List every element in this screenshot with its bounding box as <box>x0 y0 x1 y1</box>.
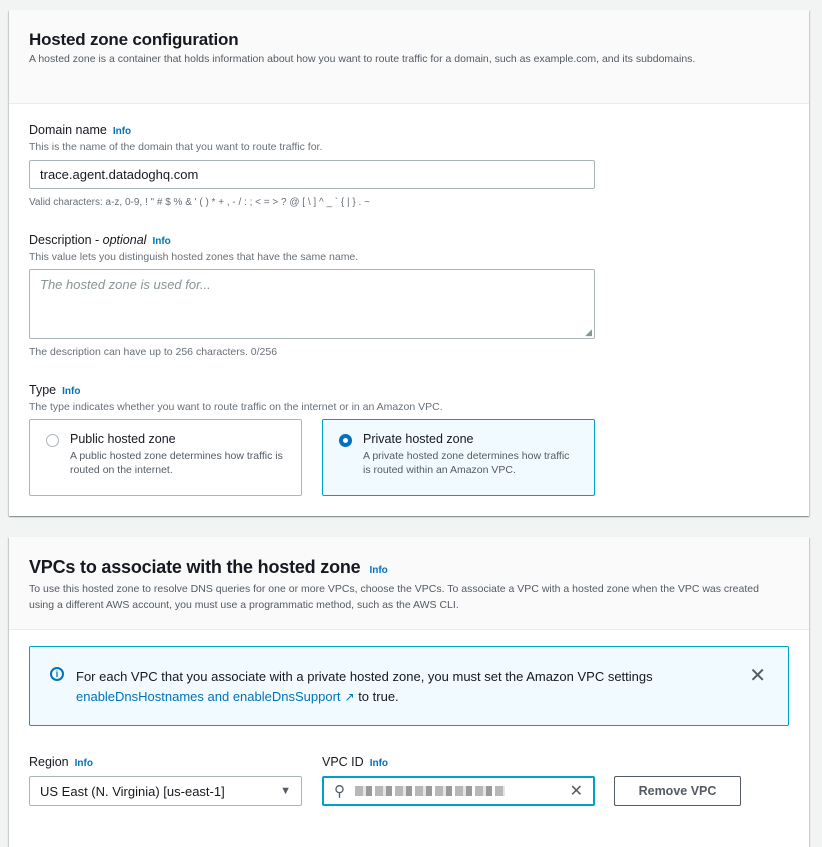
option-desc: A private hosted zone determines how traffic is routed within an Amazon VPC. <box>363 450 570 476</box>
option-title: Private hosted zone <box>363 432 474 446</box>
region-info-link[interactable]: Info <box>74 758 93 769</box>
description-label: Description - <box>29 233 103 247</box>
vpc-id-input[interactable] <box>322 776 595 806</box>
description-help: This value lets you distinguish hosted zones that have the same name. <box>29 251 359 263</box>
domain-constraint: Valid characters: a-z, 0-9, ! " # $ % & ' ( ) * + , - / : ; < = > ? @ [ \ ] ^ _ ` { | } . ~ <box>29 197 370 208</box>
info-circle-icon: i <box>50 667 64 681</box>
vpc-id-info-link[interactable]: Info <box>369 758 389 769</box>
vpcs-info-link[interactable]: Info <box>369 565 388 576</box>
option-desc: A public hosted zone determines how traffic is routed on the internet. <box>70 450 283 476</box>
description-counter: The description can have up to 256 characters. 0/256 <box>29 346 278 358</box>
public-hosted-zone-option[interactable] <box>29 419 302 496</box>
private-hosted-zone-option[interactable] <box>322 419 595 496</box>
info-alert <box>29 646 789 726</box>
redacted-vpc-id <box>355 786 505 796</box>
vpc-id-label: VPC ID <box>322 755 364 769</box>
clear-icon[interactable]: ✕ <box>569 783 583 800</box>
alert-text: For each VPC that you associate with a private hosted zone, you must set the Amazon VPC settings <box>76 669 653 684</box>
hosted-zone-config-panel <box>9 10 809 516</box>
panel-header <box>9 10 809 104</box>
panel-description: A hosted zone is a container that holds information about how you want to route traffic for a domain, such as example.com, and its subdomains. <box>29 53 696 65</box>
close-icon[interactable]: ✕ <box>749 665 766 687</box>
region-select[interactable] <box>29 776 302 806</box>
description-info-link[interactable]: Info <box>152 236 171 247</box>
vpcs-panel <box>9 537 809 847</box>
radio-selected-icon[interactable] <box>339 434 352 447</box>
panel-description: To use this hosted zone to resolve DNS queries for one or more VPCs, choose the VPCs. To associate a VPC with a hosted zone when the VPC was created using a different AWS account, you must use a programmatic method, such as the AWS CLI. <box>29 583 759 611</box>
domain-help: This is the name of the domain that you want to route traffic for. <box>29 141 323 153</box>
domain-name-input[interactable]: trace.agent.datadoghq.com <box>29 160 595 189</box>
panel-header <box>9 537 809 630</box>
description-placeholder: The hosted zone is used for... <box>40 277 211 292</box>
optional-label: optional <box>102 233 147 247</box>
panel-title: Hosted zone configuration <box>29 30 239 49</box>
remove-vpc-button[interactable]: Remove VPC <box>614 776 741 806</box>
caret-down-icon: ▼ <box>280 785 291 797</box>
type-info-link[interactable]: Info <box>62 386 81 397</box>
panel-title: VPCs to associate with the hosted zone <box>29 557 361 577</box>
domain-info-link[interactable]: Info <box>112 126 132 137</box>
region-value: US East (N. Virginia) [us-east-1] <box>40 783 225 799</box>
type-help: The type indicates whether you want to route traffic on the internet or in an Amazon VPC. <box>29 401 443 413</box>
region-label: Region <box>29 755 69 769</box>
description-textarea[interactable] <box>29 269 595 339</box>
external-link-icon[interactable]: ↗ <box>344 690 355 704</box>
type-label: Type <box>29 383 57 397</box>
domain-name-label: Domain name <box>29 123 107 137</box>
radio-unselected-icon[interactable] <box>46 434 59 447</box>
search-icon: ⚲ <box>334 783 345 800</box>
resize-handle-icon[interactable]: ◢ <box>585 327 592 337</box>
vpc-settings-link[interactable]: enableDnsHostnames and enableDnsSupport <box>76 689 341 704</box>
alert-suffix: to true. <box>354 689 399 704</box>
option-title: Public hosted zone <box>70 432 176 446</box>
